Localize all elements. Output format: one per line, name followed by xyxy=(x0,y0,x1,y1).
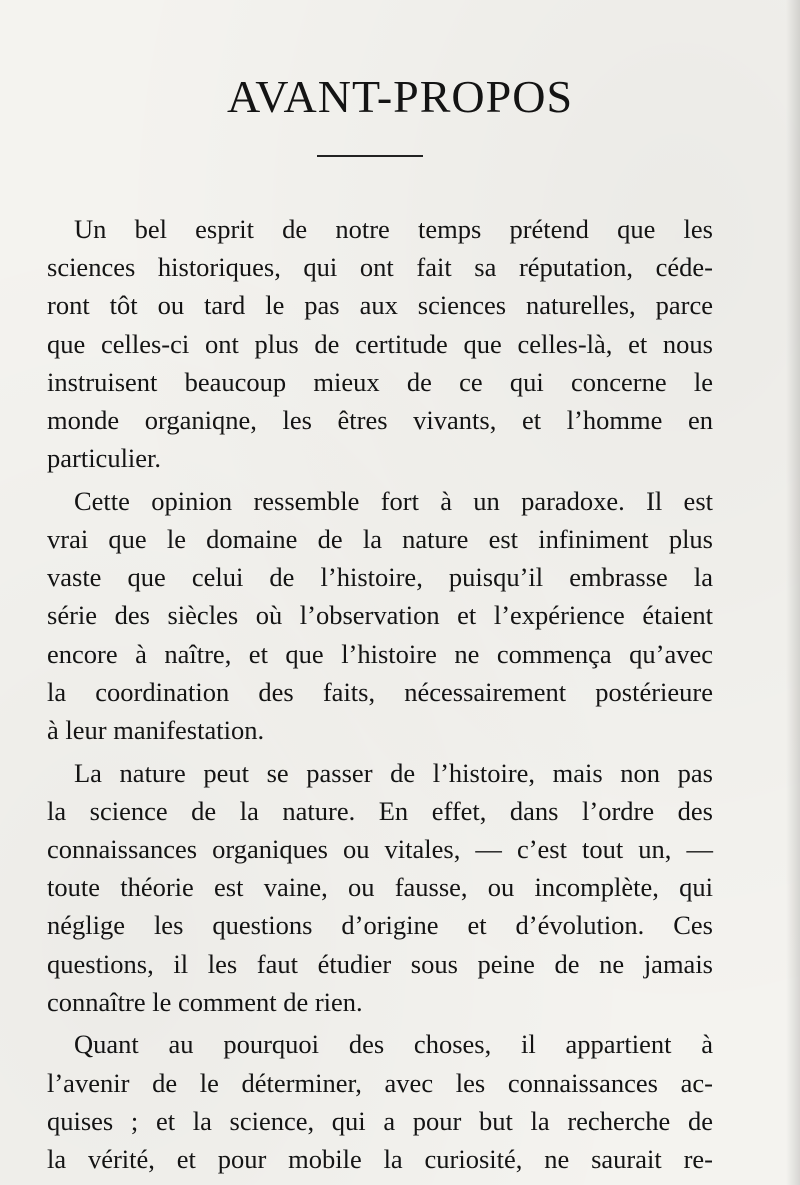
page-edge-shadow xyxy=(786,0,800,1185)
paragraph-2 xyxy=(47,482,713,749)
text-line: que celles-ci ont plus de certitude que celles-là, et nous xyxy=(47,328,713,359)
text-line: instruisent beaucoup mieux de ce qui concerne le xyxy=(47,366,713,397)
text-line: connaître le comment de rien. xyxy=(47,986,363,1017)
text-line: la science de la nature. En effet, dans l’ordre des xyxy=(47,795,713,826)
text-line: sciences historiques, qui ont fait sa réputation, céde- xyxy=(47,252,713,283)
text-line: monde organiqne, les êtres vivants, et l’homme en xyxy=(47,404,713,435)
text-line: vaste que celui de l’histoire, puisqu’il embrasse la xyxy=(47,562,713,593)
title-rule xyxy=(317,155,423,157)
paragraph-3 xyxy=(47,754,713,1021)
text-line: ront tôt ou tard le pas aux sciences naturelles, parce xyxy=(47,290,713,321)
text-line: particulier. xyxy=(47,443,162,474)
text-line: Quant au pourquoi des choses, il appartient à xyxy=(74,1029,713,1060)
text-line: l’avenir de le déterminer, avec les connaissances ac- xyxy=(47,1067,713,1098)
text-line: vrai que le domaine de la nature est infiniment plus xyxy=(47,524,713,554)
text-line: série des siècles où l’observation et l’expérience étaient xyxy=(47,600,713,631)
text-line: néglige les questions d’origine et d’évolution. Ces xyxy=(47,910,713,941)
body-text xyxy=(47,210,713,1183)
text-line: Un bel esprit de notre temps prétend que les xyxy=(74,214,713,244)
text-line: La nature peut se passer de l’histoire, mais non pas xyxy=(74,757,713,788)
text-line: la vérité, et pour mobile la curiosité, ne saurait re- xyxy=(47,1144,713,1174)
text-line: connaissances organiques ou vitales, — c’est tout un, — xyxy=(47,834,713,864)
paragraph-4 xyxy=(47,1025,713,1178)
text-line: à leur manifestation. xyxy=(47,714,265,745)
text-line: Cette opinion ressemble fort à un paradoxe. Il est xyxy=(74,485,713,516)
text-line: toute théorie est vaine, ou fausse, ou incomplète, qui xyxy=(47,872,713,903)
text-line: quises ; et la science, qui a pour but la recherche de xyxy=(47,1105,713,1136)
text-line: la coordination des faits, nécessairement postérieure xyxy=(47,676,713,707)
text-line: questions, il les faut étudier sous peine de ne jamais xyxy=(47,948,713,979)
page-title: AVANT-PROPOS xyxy=(226,71,574,122)
paragraph-1 xyxy=(47,210,713,477)
text-line: encore à naître, et que l’histoire ne commença qu’avec xyxy=(47,638,713,669)
